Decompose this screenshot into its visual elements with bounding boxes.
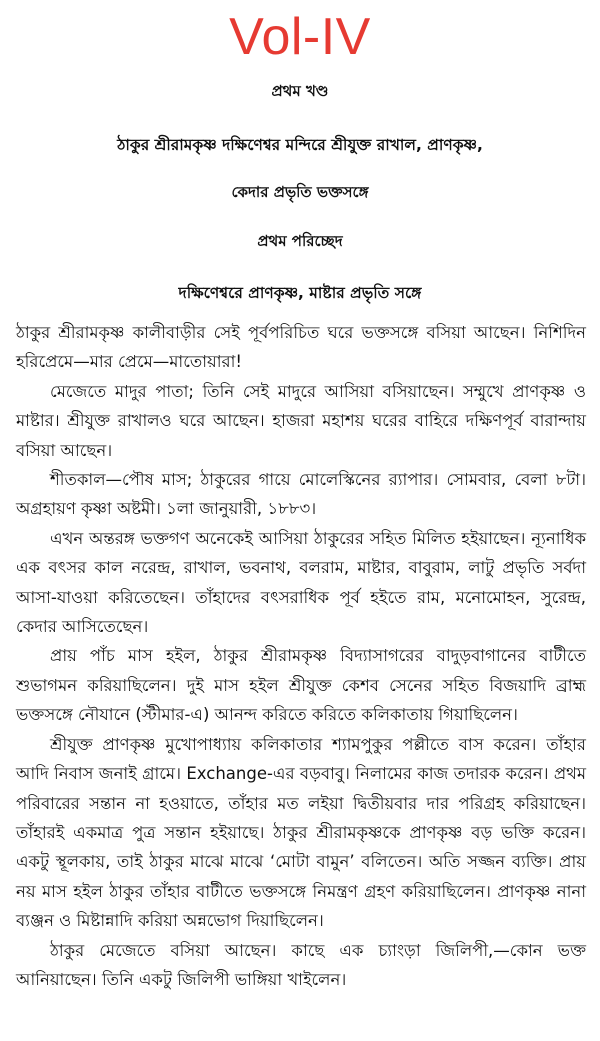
paragraph: শীতকাল—পৌষ মাস; ঠাকুরের গায়ে মোলেস্কিনের র‍্যাপার। সোমবার, বেলা ৮টা। অগ্রহায়ণ কৃষ্ণা অষ্টমী। ১লা জানুয়ারী, ১৮৮৩। [16,470,586,519]
paragraph: এখন অন্তরঙ্গ ভক্তগণ অনেকেই আসিয়া ঠাকুরের সহিত মিলিত হইয়াছেন। ন্যূনাধিক এক বৎসর কাল নরেন্দ্র, রাখাল, ভবনাথ, বলরাম, মাষ্টার, বাবুরাম, লাটু প্রভৃতি সর্বদা আসা-যাওয়া করিতেছেন। তাঁহাদের বৎসরাধিক পূর্ব হইতে রাম, মনোমোহন, সুরেন্দ্র, কেদার আসিতেছেন। [16,528,586,637]
chapter-heading: প্রথম পরিচ্ছেদ [257,232,343,250]
paragraph: ঠাকুর শ্রীরামকৃষ্ণ কালীবাড়ীর সেই পূর্বপরিচিত ঘরে ভক্তসঙ্গে বসিয়া আছেন। নিশিদিন হরিপ্রেমে—মার প্রেমে—মাতোয়ারা! [16,323,586,372]
part-heading: প্রথম খণ্ড [271,82,329,100]
paragraph: মেজেতে মাদুর পাতা; তিনি সেই মাদুরে আসিয়া বসিয়াছেন। সম্মুখে প্রাণকৃষ্ণ ও মাষ্টার। শ্রীযুক্ত রাখালও ঘরে আছেন। হাজরা মহাশয় ঘরের বাহিরে দক্ষিণপূর্ব বারান্দায় বসিয়া আছেন। [16,381,586,460]
title-line-1: ঠাকুর শ্রীরামকৃষ্ণ দক্ষিণেশ্বর মন্দিরে শ্রীযুক্ত রাখাল, প্রাণকৃষ্ণ, [117,136,483,154]
paragraph: প্রায় পাঁচ মাস হইল, ঠাকুর শ্রীরামকৃষ্ণ বিদ্যাসাগরের বাদুড়বাগানের বাটীতে শুভাগমন করিয়াছিলেন। দুই মাস হইল শ্রীযুক্ত কেশব সেনের সহিত বিজয়াদি ব্রাহ্ম ভক্তসঙ্গে নৌযানে (স্টীমার-এ) আনন্দ করিতে করিতে কলিকাতায় গিয়াছিলেন। [16,646,586,725]
paragraph: ঠাকুর মেজেতে বসিয়া আছেন। কাছে এক চ্যাংড়া জিলিপী,—কোন ভক্ত আনিয়াছেন। তিনি একটু জিলিপী ভাঙ্গিয়া খাইলেন। [16,940,586,989]
title-line-2: কেদার প্রভৃতি ভক্তসঙ্গে [231,183,369,201]
body-text [16,318,586,994]
volume-label: Vol-IV [229,8,371,66]
section-heading: দক্ষিণেশ্বরে প্রাণকৃষ্ণ, মাষ্টার প্রভৃতি সঙ্গে [178,284,422,302]
paragraph: শ্রীযুক্ত প্রাণকৃষ্ণ মুখোপাধ্যায় কলিকাতার শ্যামপুকুর পল্লীতে বাস করেন। তাঁহার আদি নিবাস জনাই গ্রামে। Exchange-এর বড়বাবু। নিলামের কাজ তদারক করেন। প্রথম পরিবারের সন্তান না হওয়াতে, তাঁহার মত লইয়া দ্বিতীয়বার দার পরিগ্রহ করিয়াছেন। তাঁহারই একমাত্র পুত্র সন্তান হইয়াছে। ঠাকুর শ্রীরামকৃষ্ণকে প্রাণকৃষ্ণ বড় ভক্তি করেন। একটু স্থূলকায়, তাই ঠাকুর মাঝে মাঝে ‘মোটা বামুন’ বলিতেন। অতি সজ্জন ব্যক্তি। প্রায় নয় মাস হইল ঠাকুর তাঁহার বাটীতে ভক্তসঙ্গে নিমন্ত্রণ গ্রহণ করিয়াছিলেন। প্রাণকৃষ্ণ নানা ব্যঞ্জন ও মিষ্টান্নাদি করিয়া অন্নভোগ দিয়াছিলেন। [16,734,586,931]
